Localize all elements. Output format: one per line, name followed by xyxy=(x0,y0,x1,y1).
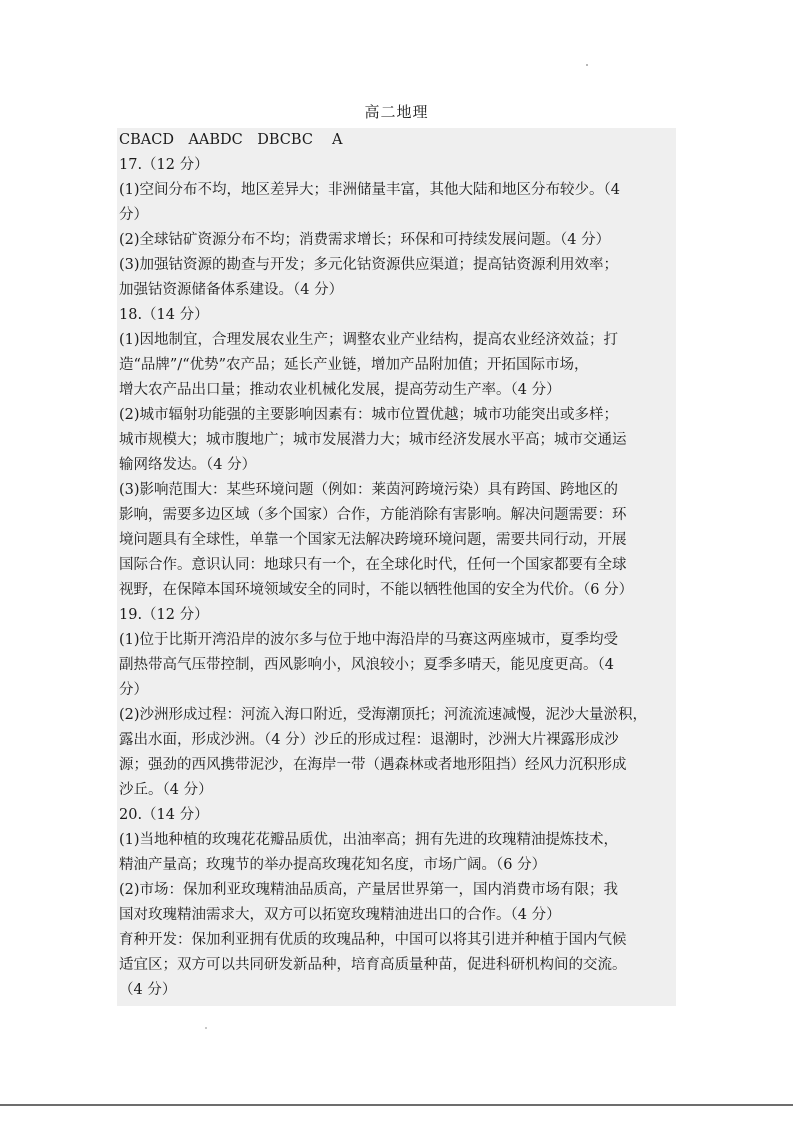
page-mark-dot-bottom xyxy=(205,1027,207,1029)
page-mark-dot xyxy=(586,64,588,66)
answer-line: (3)加强钴资源的勘查与开发；多元化钴资源供应渠道；提高钴资源利用效率； xyxy=(119,257,619,273)
answer-line: 影响，需要多边区域（多个国家）合作，方能消除有害影响。解决问题需要：环 xyxy=(119,507,627,523)
answer-line: 20.（14 分） xyxy=(119,807,209,823)
answer-content xyxy=(117,128,676,1006)
answer-line: 露出水面，形成沙洲。（4 分）沙丘的形成过程：退潮时，沙洲大片裸露形成沙 xyxy=(119,732,619,748)
answer-line: (2)全球钴矿资源分布不均；消费需求增长；环保和可持续发展问题。（4 分） xyxy=(119,232,611,248)
answer-line: 19.（12 分） xyxy=(119,607,209,623)
answer-line: CBACD AABDC DBCBC A xyxy=(119,132,343,148)
document-title: 高二地理 xyxy=(364,103,429,121)
answer-line: (3)影响范围大：某些环境问题（例如：莱茵河跨境污染）具有跨国、跨地区的 xyxy=(119,482,619,498)
answer-line: 视野，在保障本国环境领域安全的同时，不能以牺牲他国的安全为代价。（6 分） xyxy=(119,582,634,598)
answer-line: (1)空间分布不均，地区差异大；非洲储量丰富，其他大陆和地区分布较少。（4 xyxy=(119,182,621,198)
answer-line: 分） xyxy=(119,682,148,698)
answer-line: 分） xyxy=(119,207,148,223)
answer-line: 17.（12 分） xyxy=(119,157,209,173)
answer-line: (2)城市辐射功能强的主要影响因素有：城市位置优越；城市功能突出或多样； xyxy=(119,407,619,423)
answer-line: (2)沙洲形成过程：河流入海口附近，受海潮顶托；河流流速减慢，泥沙大量淤积， xyxy=(119,707,648,723)
answer-line: 国对玫瑰精油需求大，双方可以拓宽玫瑰精油进出口的合作。（4 分） xyxy=(119,907,561,923)
page-bottom-rule xyxy=(0,1104,793,1106)
answer-line: 输网络发达。（4 分） xyxy=(119,457,257,473)
answer-line: 加强钴资源储备体系建设。（4 分） xyxy=(119,282,344,298)
answer-line: 沙丘。（4 分） xyxy=(119,782,213,798)
answer-line: 源；强劲的西风携带泥沙，在海岸一带（遇森林或者地形阻挡）经风力沉积形成 xyxy=(119,757,627,773)
answer-line: 城市规模大；城市腹地广；城市发展潜力大；城市经济发展水平高；城市交通运 xyxy=(119,432,627,448)
answer-line: (1)位于比斯开湾沿岸的波尔多与位于地中海沿岸的马赛这两座城市，夏季均受 xyxy=(119,632,619,648)
answer-line: 境问题具有全球性，单靠一个国家无法解决跨境环境问题，需要共同行动，开展 xyxy=(119,532,627,548)
answer-line: 副热带高气压带控制，西风影响小，风浪较小；夏季多晴天，能见度更高。（4 xyxy=(119,657,614,673)
answer-line: (2)市场：保加利亚玫瑰精油品质高，产量居世界第一，国内消费市场有限；我 xyxy=(119,882,619,898)
answer-line: （4 分） xyxy=(119,982,177,998)
answer-line: (1)当地种植的玫瑰花花瓣品质优，出油率高；拥有先进的玫瑰精油提炼技术， xyxy=(119,832,619,848)
answer-line: 增大农产品出口量；推动农业机械化发展，提高劳动生产率。（4 分） xyxy=(119,382,561,398)
answer-line: 精油产量高；玫瑰节的举办提高玫瑰花知名度，市场广阔。（6 分） xyxy=(119,857,547,873)
answer-line: 育种开发：保加利亚拥有优质的玫瑰品种，中国可以将其引进并种植于国内气候 xyxy=(119,932,627,948)
answer-line: (1)因地制宜，合理发展农业生产；调整农业产业结构，提高农业经济效益；打 xyxy=(119,332,619,348)
answer-line: 18.（14 分） xyxy=(119,307,209,323)
answer-line: 国际合作。意识认同：地球只有一个，在全球化时代，任何一个国家都要有全球 xyxy=(119,557,627,573)
answer-line: 适宜区；双方可以共同研发新品种，培育高质量种苗，促进科研机构间的交流。 xyxy=(119,957,627,973)
answer-line: 造“品牌”/“优势”农产品；延长产业链，增加产品附加值；开拓国际市场， xyxy=(119,357,589,373)
